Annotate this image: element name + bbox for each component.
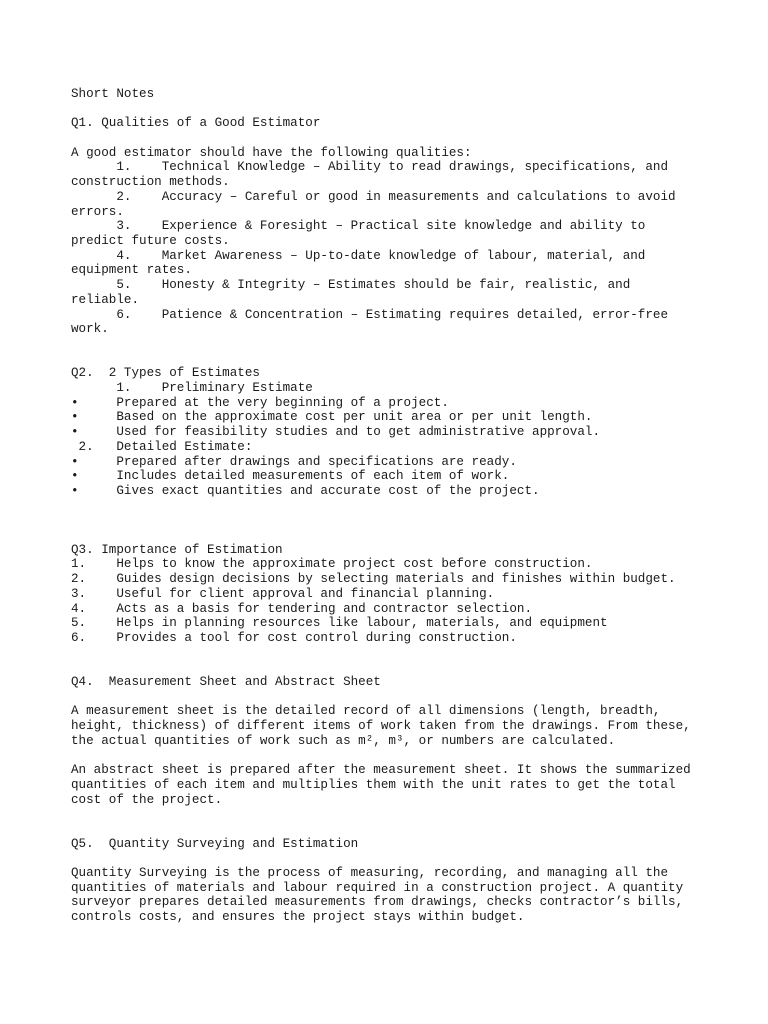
q1-line: equipment rates. bbox=[71, 263, 192, 278]
q1-heading: Q1. Qualities of a Good Estimator bbox=[71, 116, 321, 131]
q3-line: 2. Guides design decisions by selecting materials and finishes within budget. bbox=[71, 572, 676, 587]
spacer bbox=[71, 352, 721, 367]
q5-line: controls costs, and ensures the project stays within budget. bbox=[71, 910, 525, 925]
q2-line: • Used for feasibility studies and to get administrative approval. bbox=[71, 425, 601, 440]
q1-line: 6. Patience & Concentration – Estimating requires detailed, error-free bbox=[71, 307, 669, 322]
q1-line: construction methods. bbox=[71, 175, 230, 190]
spacer bbox=[71, 337, 721, 352]
q4-para1-line: height, thickness) of different items of work taken from the drawings. From these, bbox=[71, 719, 691, 734]
q2-line: 2. Detailed Estimate: bbox=[71, 439, 253, 454]
q1-line: reliable. bbox=[71, 292, 140, 307]
q3-line: 5. Helps in planning resources like labour, materials, and equipment bbox=[71, 616, 608, 631]
q2-line: • Includes detailed measurements of each item of work. bbox=[71, 469, 510, 484]
q1-line: 1. Technical Knowledge – Ability to read drawings, specifications, and bbox=[71, 160, 669, 175]
q1-line: predict future costs. bbox=[71, 234, 230, 248]
q5-line: surveyor prepares detailed measurements from drawings, checks contractor’s bills, bbox=[71, 895, 684, 910]
spacer bbox=[71, 513, 721, 528]
q5-heading: Q5. Quantity Surveying and Estimation bbox=[71, 836, 359, 851]
spacer bbox=[71, 528, 721, 543]
q3-line: 4. Acts as a basis for tendering and contractor selection. bbox=[71, 601, 533, 616]
q4-para1-line: A measurement sheet is the detailed record of all dimensions (length, breadth, bbox=[71, 704, 661, 719]
q1-line: 3. Experience & Foresight – Practical site knowledge and ability to bbox=[71, 219, 646, 234]
q4-heading: Q4. Measurement Sheet and Abstract Sheet bbox=[71, 674, 381, 689]
q2-line: • Prepared at the very beginning of a project. bbox=[71, 395, 449, 410]
q3-line: 1. Helps to know the approximate project cost before construction. bbox=[71, 557, 593, 572]
q1-line: A good estimator should have the following qualities: bbox=[71, 145, 472, 160]
spacer bbox=[71, 851, 721, 866]
q5-line: Quantity Surveying is the process of measuring, recording, and managing all the bbox=[71, 866, 669, 881]
spacer bbox=[71, 646, 721, 661]
q3-heading: Q3. Importance of Estimation bbox=[71, 542, 283, 557]
spacer bbox=[71, 660, 721, 675]
q1-line: 2. Accuracy – Careful or good in measurements and calculations to avoid bbox=[71, 189, 676, 204]
spacer bbox=[71, 102, 721, 117]
q4-para2-line: cost of the project. bbox=[71, 792, 223, 807]
q2-line: • Based on the approximate cost per unit area or per unit length. bbox=[71, 410, 593, 425]
document-page bbox=[71, 87, 721, 925]
q1-line: errors. bbox=[71, 204, 124, 219]
q2-heading: Q2. 2 Types of Estimates bbox=[71, 366, 260, 381]
q3-line: 6. Provides a tool for cost control during construction. bbox=[71, 630, 517, 645]
spacer bbox=[71, 131, 721, 146]
spacer bbox=[71, 822, 721, 837]
spacer bbox=[71, 748, 721, 763]
q2-line: • Gives exact quantities and accurate cost of the project. bbox=[71, 483, 540, 498]
document-title: Short Notes bbox=[71, 87, 155, 101]
q1-line: work. bbox=[71, 322, 109, 337]
q1-line: 5. Honesty & Integrity – Estimates should be fair, realistic, and bbox=[71, 278, 631, 293]
spacer bbox=[71, 807, 721, 822]
q3-line: 3. Useful for client approval and financial planning. bbox=[71, 586, 495, 601]
q4-para1-line: the actual quantities of work such as m², m³, or numbers are calculated. bbox=[71, 733, 616, 748]
q4-para2-line: quantities of each item and multiplies them with the unit rates to get the total bbox=[71, 777, 676, 792]
q4-para2-line: An abstract sheet is prepared after the measurement sheet. It shows the summarized bbox=[71, 763, 691, 778]
q2-line: 1. Preliminary Estimate bbox=[71, 381, 313, 395]
q2-line: • Prepared after drawings and specifications are ready. bbox=[71, 454, 517, 469]
spacer bbox=[71, 499, 721, 514]
q1-line: 4. Market Awareness – Up-to-date knowledge of labour, material, and bbox=[71, 248, 646, 263]
spacer bbox=[71, 690, 721, 705]
q5-line: quantities of materials and labour required in a construction project. A quantity bbox=[71, 880, 684, 895]
